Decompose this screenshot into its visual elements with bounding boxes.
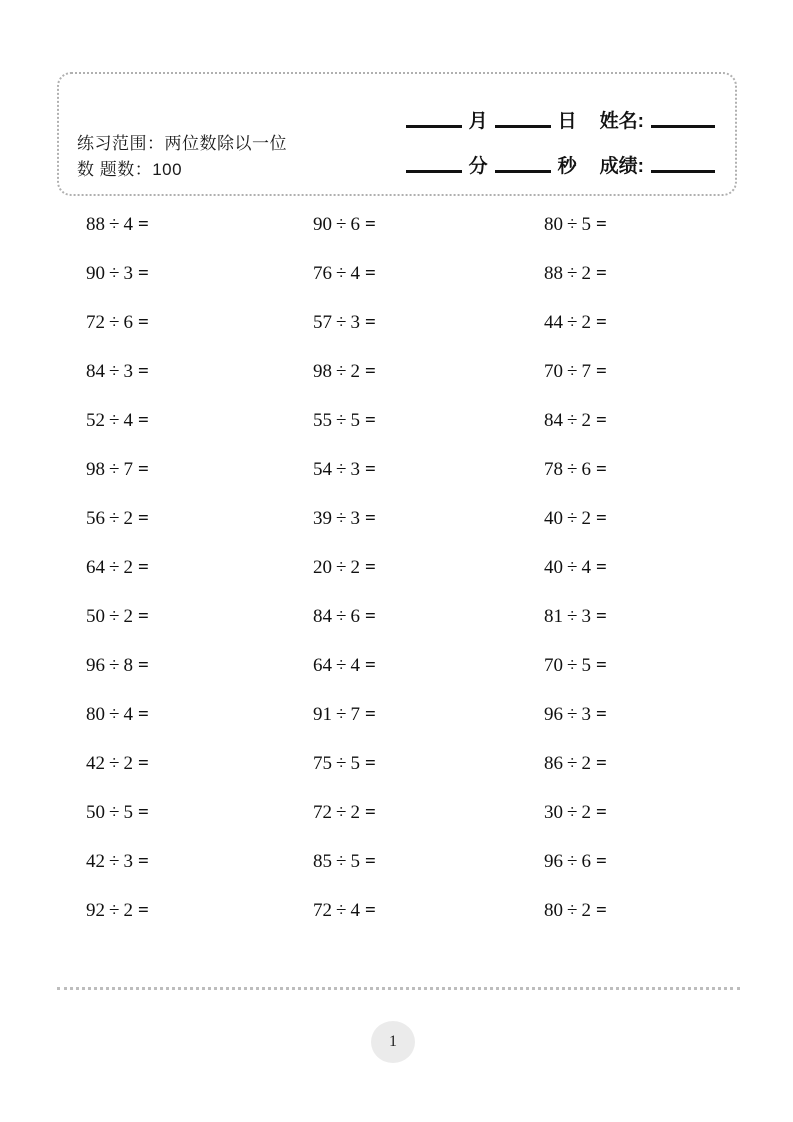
division-problem [313,753,544,775]
division-problem [86,704,313,726]
divisor: 5 [350,752,360,774]
divide-sign-icon: ÷ [567,752,578,774]
divide-sign-icon: ÷ [109,654,120,676]
page-number-badge [371,1021,415,1063]
divisor: 2 [123,556,133,578]
dividend: 84 [544,409,563,431]
time-score-line [406,133,715,178]
dividend: 76 [313,262,332,284]
division-problem [313,606,544,628]
division-problem [313,704,544,726]
dividend: 72 [313,801,332,823]
divisor: 4 [123,409,133,431]
division-problem [313,802,544,824]
divide-sign-icon: ÷ [336,850,347,872]
divide-sign-icon: ÷ [109,213,120,235]
equals-sign: = [137,507,149,529]
minute-blank [406,170,462,173]
equals-sign: = [595,703,607,725]
division-problem [544,753,734,775]
dividend: 30 [544,801,563,823]
divide-sign-icon: ÷ [336,507,347,529]
divisor: 6 [581,458,591,480]
dividend: 90 [86,262,105,284]
divide-sign-icon: ÷ [336,213,347,235]
divide-sign-icon: ÷ [567,556,578,578]
equals-sign: = [364,752,376,774]
dividend: 64 [86,556,105,578]
dividend: 75 [313,752,332,774]
divisor: 2 [581,262,591,284]
header-box [57,72,737,196]
division-problem [313,312,544,334]
dividend: 80 [544,213,563,235]
dividend: 57 [313,311,332,333]
equals-sign: = [364,507,376,529]
equals-sign: = [595,605,607,627]
division-problem [86,263,313,285]
fill-in-block [406,88,715,178]
divide-sign-icon: ÷ [109,360,120,382]
equals-sign: = [595,262,607,284]
divide-sign-icon: ÷ [567,899,578,921]
divide-sign-icon: ÷ [567,801,578,823]
equals-sign: = [364,899,376,921]
division-problem [86,508,313,530]
division-problem [86,802,313,824]
dividend: 80 [86,703,105,725]
dividend: 55 [313,409,332,431]
divisor: 6 [350,605,360,627]
dividend: 42 [86,752,105,774]
dividend: 96 [544,850,563,872]
practice-range-line1: 练习范围：两位数除以一位 [77,134,287,153]
equals-sign: = [595,311,607,333]
divisor: 2 [350,360,360,382]
divisor: 6 [123,311,133,333]
divide-sign-icon: ÷ [336,262,347,284]
equals-sign: = [595,360,607,382]
division-problem [86,900,313,922]
dividend: 72 [86,311,105,333]
divide-sign-icon: ÷ [336,801,347,823]
divide-sign-icon: ÷ [567,458,578,480]
divide-sign-icon: ÷ [109,556,120,578]
dotted-divider [57,987,740,990]
dividend: 80 [544,899,563,921]
divide-sign-icon: ÷ [109,850,120,872]
practice-range-label [77,131,357,183]
divisor: 2 [350,801,360,823]
dividend: 52 [86,409,105,431]
dividend: 39 [313,507,332,529]
divide-sign-icon: ÷ [567,850,578,872]
minute-label: 分 [468,156,488,177]
divide-sign-icon: ÷ [109,262,120,284]
equals-sign: = [595,409,607,431]
division-problem [313,557,544,579]
dividend: 98 [313,360,332,382]
equals-sign: = [137,801,149,823]
divide-sign-icon: ÷ [109,899,120,921]
division-problem [86,753,313,775]
division-problem [313,655,544,677]
divisor: 2 [123,899,133,921]
dividend: 85 [313,850,332,872]
divide-sign-icon: ÷ [109,409,120,431]
date-name-line [406,88,715,133]
divide-sign-icon: ÷ [336,360,347,382]
divisor: 3 [350,311,360,333]
divisor: 3 [581,605,591,627]
equals-sign: = [364,605,376,627]
dividend: 81 [544,605,563,627]
division-problem [313,508,544,530]
dividend: 70 [544,360,563,382]
division-problem [313,459,544,481]
division-problem [313,851,544,873]
equals-sign: = [137,752,149,774]
dividend: 56 [86,507,105,529]
division-problem [544,312,734,334]
dividend: 92 [86,899,105,921]
divide-sign-icon: ÷ [109,311,120,333]
dividend: 20 [313,556,332,578]
dividend: 50 [86,801,105,823]
name-blank [651,125,715,128]
division-problem [313,900,544,922]
equals-sign: = [364,654,376,676]
practice-range-line2: 数 题数：100 [77,160,183,179]
divisor: 2 [123,507,133,529]
divide-sign-icon: ÷ [336,605,347,627]
divisor: 4 [350,654,360,676]
score-blank [651,170,715,173]
division-problem [86,655,313,677]
divide-sign-icon: ÷ [109,507,120,529]
division-problem [86,557,313,579]
dividend: 40 [544,507,563,529]
divisor: 5 [350,409,360,431]
equals-sign: = [137,556,149,578]
equals-sign: = [137,654,149,676]
division-problem [544,410,734,432]
division-problem [544,900,734,922]
problems-grid [86,200,734,935]
divide-sign-icon: ÷ [336,752,347,774]
division-problem [313,214,544,236]
dividend: 86 [544,752,563,774]
division-problem [544,214,734,236]
page-number: 1 [389,1033,397,1050]
divide-sign-icon: ÷ [336,311,347,333]
divisor: 5 [581,213,591,235]
dividend: 72 [313,899,332,921]
divisor: 3 [123,360,133,382]
divisor: 4 [123,703,133,725]
dividend: 91 [313,703,332,725]
dividend: 44 [544,311,563,333]
equals-sign: = [364,458,376,480]
division-problem [86,361,313,383]
equals-sign: = [364,703,376,725]
dividend: 40 [544,556,563,578]
equals-sign: = [595,850,607,872]
equals-sign: = [137,360,149,382]
divide-sign-icon: ÷ [336,556,347,578]
divide-sign-icon: ÷ [336,654,347,676]
equals-sign: = [364,360,376,382]
dividend: 50 [86,605,105,627]
equals-sign: = [137,703,149,725]
equals-sign: = [137,850,149,872]
divisor: 3 [123,262,133,284]
division-problem [86,851,313,873]
division-problem [86,459,313,481]
divisor: 2 [581,507,591,529]
division-problem [544,802,734,824]
equals-sign: = [364,311,376,333]
equals-sign: = [595,213,607,235]
equals-sign: = [137,409,149,431]
dividend: 64 [313,654,332,676]
divide-sign-icon: ÷ [109,458,120,480]
divisor: 7 [581,360,591,382]
equals-sign: = [595,801,607,823]
divisor: 5 [350,850,360,872]
divisor: 2 [581,899,591,921]
division-problem [544,263,734,285]
divide-sign-icon: ÷ [109,801,120,823]
dividend: 90 [313,213,332,235]
day-label: 日 [557,111,577,132]
divisor: 2 [581,801,591,823]
divisor: 2 [581,752,591,774]
dividend: 96 [86,654,105,676]
division-problem [313,263,544,285]
divisor: 5 [123,801,133,823]
division-problem [544,655,734,677]
division-problem [86,410,313,432]
divisor: 8 [123,654,133,676]
day-blank [495,125,551,128]
second-blank [495,170,551,173]
divisor: 4 [123,213,133,235]
division-problem [313,410,544,432]
dividend: 84 [313,605,332,627]
divide-sign-icon: ÷ [567,507,578,529]
dividend: 98 [86,458,105,480]
second-label: 秒 [557,156,577,177]
dividend: 78 [544,458,563,480]
divide-sign-icon: ÷ [336,409,347,431]
equals-sign: = [137,605,149,627]
dividend: 70 [544,654,563,676]
divisor: 4 [350,899,360,921]
divisor: 2 [581,311,591,333]
division-problem [544,557,734,579]
divide-sign-icon: ÷ [567,703,578,725]
equals-sign: = [364,213,376,235]
divisor: 7 [123,458,133,480]
month-blank [406,125,462,128]
divisor: 6 [581,850,591,872]
divide-sign-icon: ÷ [567,360,578,382]
divide-sign-icon: ÷ [109,703,120,725]
dividend: 96 [544,703,563,725]
equals-sign: = [364,850,376,872]
divide-sign-icon: ÷ [336,458,347,480]
name-label: 姓名: [599,111,644,132]
divide-sign-icon: ÷ [567,262,578,284]
score-label: 成绩: [599,156,644,177]
divisor: 3 [581,703,591,725]
divisor: 2 [123,752,133,774]
divisor: 4 [581,556,591,578]
divisor: 7 [350,703,360,725]
equals-sign: = [137,899,149,921]
equals-sign: = [364,556,376,578]
month-label: 月 [468,111,488,132]
divisor: 3 [350,458,360,480]
divide-sign-icon: ÷ [567,409,578,431]
dividend: 54 [313,458,332,480]
division-problem [86,312,313,334]
division-problem [544,361,734,383]
division-problem [313,361,544,383]
divisor: 2 [581,409,591,431]
equals-sign: = [137,213,149,235]
divide-sign-icon: ÷ [336,899,347,921]
divisor: 3 [123,850,133,872]
divisor: 2 [123,605,133,627]
division-problem [544,508,734,530]
equals-sign: = [137,311,149,333]
equals-sign: = [595,899,607,921]
equals-sign: = [595,556,607,578]
equals-sign: = [595,507,607,529]
dividend: 88 [86,213,105,235]
equals-sign: = [595,752,607,774]
division-problem [544,851,734,873]
divide-sign-icon: ÷ [336,703,347,725]
divide-sign-icon: ÷ [109,605,120,627]
divisor: 3 [350,507,360,529]
divisor: 5 [581,654,591,676]
divide-sign-icon: ÷ [567,605,578,627]
divisor: 6 [350,213,360,235]
equals-sign: = [364,262,376,284]
division-problem [544,459,734,481]
division-problem [86,606,313,628]
division-problem [544,606,734,628]
divide-sign-icon: ÷ [567,311,578,333]
division-problem [544,704,734,726]
dividend: 88 [544,262,563,284]
equals-sign: = [137,262,149,284]
divide-sign-icon: ÷ [567,654,578,676]
dividend: 42 [86,850,105,872]
equals-sign: = [137,458,149,480]
division-problem [86,214,313,236]
equals-sign: = [595,654,607,676]
divide-sign-icon: ÷ [567,213,578,235]
dividend: 84 [86,360,105,382]
divide-sign-icon: ÷ [109,752,120,774]
divisor: 2 [350,556,360,578]
equals-sign: = [364,409,376,431]
equals-sign: = [364,801,376,823]
divisor: 4 [350,262,360,284]
equals-sign: = [595,458,607,480]
